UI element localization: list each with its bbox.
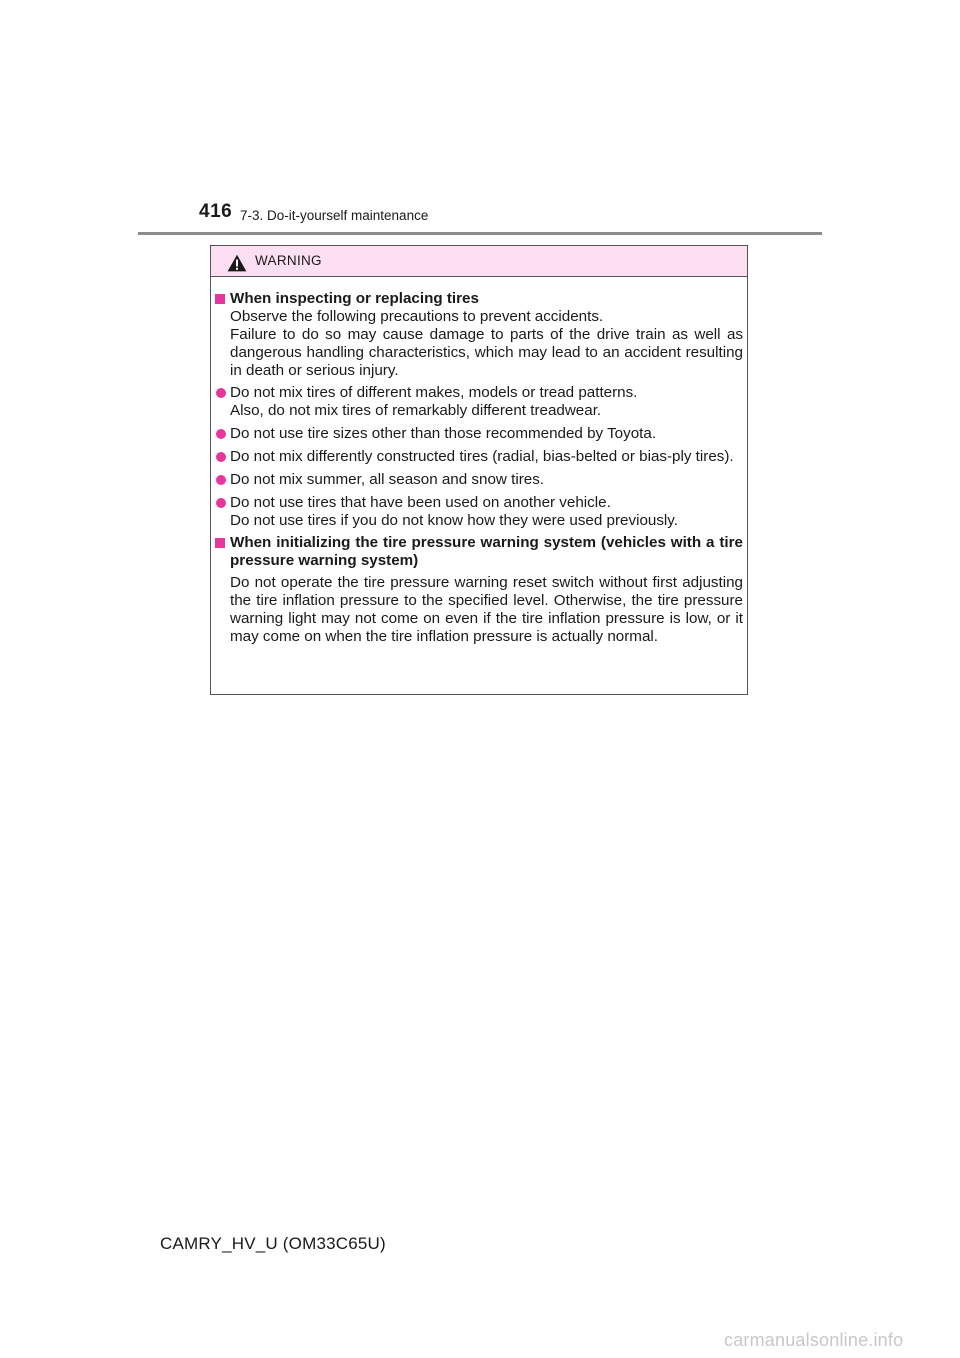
intro-line: Failure to do so may cause damage to parts of the drive train as well as dangerous handling characteristics, which may lead to an accident resulting in death or serious injury.: [230, 326, 743, 379]
warning-title: WARNING: [255, 253, 322, 268]
circle-bullet-icon: [216, 452, 226, 462]
intro-paragraph: [215, 308, 743, 380]
intro-line: Observe the following precautions to prevent accidents.: [230, 308, 604, 325]
warning-triangle-icon: [227, 254, 247, 272]
warning-body: [215, 290, 743, 646]
square-bullet-icon: [215, 538, 225, 548]
circle-bullet-icon: [216, 475, 226, 485]
square-bullet-icon: [215, 294, 225, 304]
list-item: Do not mix tires of different makes, models or tread patterns. Also, do not mix tires of remarkably different treadwear.: [215, 384, 743, 420]
list-item: Do not mix summer, all season and snow tires.: [215, 471, 743, 489]
page-number: 416: [199, 201, 233, 222]
circle-bullet-icon: [216, 429, 226, 439]
warning-box: [210, 245, 748, 695]
list-item: Do not mix differently constructed tires (radial, bias-belted or bias-ply tires).: [215, 448, 743, 466]
watermark: carmanualsonline.info: [724, 1330, 904, 1350]
warning-header: [211, 246, 747, 277]
section-heading-inspecting: When inspecting or replacing tires: [215, 290, 743, 308]
circle-bullet-icon: [216, 388, 226, 398]
circle-bullet-icon: [216, 498, 226, 508]
list-item: Do not use tires that have been used on another vehicle. Do not use tires if you do not know how they were used previously.: [215, 494, 743, 530]
section-title: 7-3. Do-it-yourself maintenance: [240, 208, 429, 223]
section-heading-initializing: When initializing the tire pressure warning system (vehicles with a tire pressure warning system): [215, 534, 743, 570]
list-item: Do not use tire sizes other than those recommended by Toyota.: [215, 425, 743, 443]
header-rule: [138, 232, 822, 235]
initializing-paragraph: Do not operate the tire pressure warning reset switch without first adjusting the tire inflation pressure to the specified level. Otherwise, the tire pressure warning light may not come on even if the tire inflation pressure is low, or it may come on when the tire inflation pressure is actually normal.: [230, 574, 743, 645]
model-code: CAMRY_HV_U (OM33C65U): [160, 1234, 386, 1253]
page-header: [199, 201, 799, 231]
